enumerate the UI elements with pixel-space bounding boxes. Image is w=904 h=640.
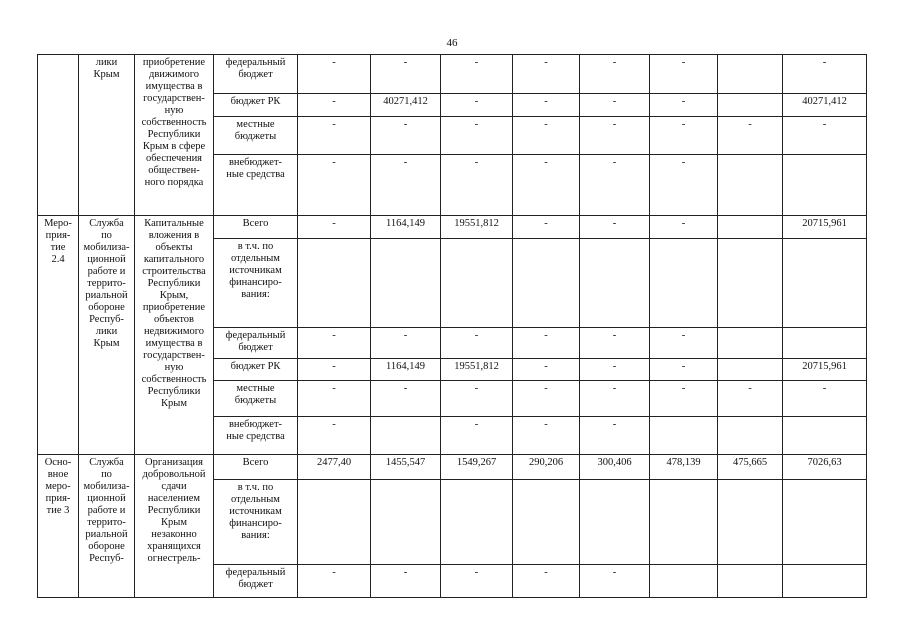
amount-cell: 20715,961 (783, 216, 867, 239)
amount-cell: 40271,412 (371, 94, 441, 117)
amount-cell (371, 417, 441, 455)
funding-source-cell: внебюджет- ные средства (214, 155, 298, 216)
description-cell: Организация добровольной сдачи населением Республики Крым незаконно хранящихся огнестрель- (135, 455, 214, 598)
amount-cell: - (580, 155, 650, 216)
amount-cell (783, 328, 867, 359)
amount-cell: - (513, 381, 580, 417)
amount-cell: - (580, 216, 650, 239)
table-row (38, 55, 867, 94)
funding-source-cell: в т.ч. по отдельным источникам финансиро- вания: (214, 239, 298, 328)
amount-cell (718, 94, 783, 117)
amount-cell (371, 239, 441, 328)
amount-cell (718, 565, 783, 598)
amount-cell: - (441, 417, 513, 455)
amount-cell (783, 239, 867, 328)
amount-cell: - (298, 381, 371, 417)
amount-cell: - (650, 55, 718, 94)
description-cell: Капитальные вложения в объекты капитального строительства Республики Крым, приобретение объектов недвижимого имущества в государствен- ную собственность Республики Крым (135, 216, 214, 455)
funding-source-cell: бюджет РК (214, 94, 298, 117)
amount-cell: - (580, 117, 650, 155)
amount-cell: - (650, 216, 718, 239)
amount-cell: 1164,149 (371, 216, 441, 239)
funding-source-cell: внебюджет- ные средства (214, 417, 298, 455)
amount-cell: - (513, 216, 580, 239)
amount-cell: - (371, 565, 441, 598)
amount-cell: - (441, 328, 513, 359)
amount-cell (650, 565, 718, 598)
amount-cell: - (298, 55, 371, 94)
amount-cell: 1455,547 (371, 455, 441, 480)
amount-cell: - (298, 117, 371, 155)
amount-cell: - (513, 117, 580, 155)
amount-cell (718, 216, 783, 239)
description-cell: приобретение движимого имущества в государствен- ную собственность Республики Крым в сфере обеспечения обществен- ного порядка (135, 55, 214, 216)
amount-cell: - (371, 55, 441, 94)
amount-cell (513, 239, 580, 328)
amount-cell: - (650, 381, 718, 417)
table-row (38, 455, 867, 480)
amount-cell: - (441, 565, 513, 598)
amount-cell: 40271,412 (783, 94, 867, 117)
amount-cell: - (650, 94, 718, 117)
amount-cell: - (580, 381, 650, 417)
amount-cell: - (580, 328, 650, 359)
amount-cell: - (441, 117, 513, 155)
amount-cell: - (650, 328, 718, 359)
amount-cell (513, 480, 580, 565)
amount-cell: - (650, 155, 718, 216)
amount-cell: - (513, 94, 580, 117)
amount-cell: - (298, 359, 371, 381)
funding-source-cell: федеральный бюджет (214, 328, 298, 359)
amount-cell: - (298, 94, 371, 117)
financing-table (37, 54, 867, 598)
amount-cell: - (441, 94, 513, 117)
amount-cell: - (298, 328, 371, 359)
amount-cell: - (441, 55, 513, 94)
amount-cell: - (513, 417, 580, 455)
amount-cell: - (783, 117, 867, 155)
funding-source-cell: Всего (214, 455, 298, 480)
amount-cell: - (371, 381, 441, 417)
amount-cell: 475,665 (718, 455, 783, 480)
amount-cell (783, 480, 867, 565)
amount-cell: 478,139 (650, 455, 718, 480)
amount-cell: - (513, 565, 580, 598)
amount-cell: 290,206 (513, 455, 580, 480)
measure-cell (38, 55, 79, 216)
amount-cell: - (650, 359, 718, 381)
amount-cell: - (298, 565, 371, 598)
funding-source-cell: бюджет РК (214, 359, 298, 381)
amount-cell: - (580, 359, 650, 381)
amount-cell (650, 417, 718, 455)
funding-source-cell: местные бюджеты (214, 381, 298, 417)
amount-cell: - (718, 117, 783, 155)
amount-cell: - (580, 94, 650, 117)
amount-cell: - (650, 117, 718, 155)
amount-cell: 1164,149 (371, 359, 441, 381)
amount-cell: - (441, 381, 513, 417)
table-row (38, 216, 867, 239)
amount-cell (718, 55, 783, 94)
amount-cell: - (513, 155, 580, 216)
amount-cell: - (298, 417, 371, 455)
executor-cell: Служба по мобилиза- ционной работе и террито- риальной обороне Респуб- лики Крым (79, 216, 135, 455)
amount-cell: - (580, 417, 650, 455)
funding-source-cell: местные бюджеты (214, 117, 298, 155)
measure-cell: Осно- вное меро- прия- тие 3 (38, 455, 79, 598)
amount-cell: 1549,267 (441, 455, 513, 480)
amount-cell: - (783, 55, 867, 94)
amount-cell (718, 359, 783, 381)
amount-cell: - (371, 328, 441, 359)
amount-cell (718, 417, 783, 455)
amount-cell: - (371, 155, 441, 216)
amount-cell (718, 328, 783, 359)
amount-cell: 2477,40 (298, 455, 371, 480)
amount-cell (783, 565, 867, 598)
amount-cell (650, 239, 718, 328)
amount-cell: - (371, 117, 441, 155)
amount-cell: 19551,812 (441, 216, 513, 239)
amount-cell: - (580, 55, 650, 94)
amount-cell: 20715,961 (783, 359, 867, 381)
amount-cell (298, 239, 371, 328)
amount-cell: 300,406 (580, 455, 650, 480)
executor-cell: лики Крым (79, 55, 135, 216)
amount-cell: 7026,63 (783, 455, 867, 480)
funding-source-cell: федеральный бюджет (214, 565, 298, 598)
amount-cell (371, 480, 441, 565)
amount-cell: - (513, 359, 580, 381)
page-number: 46 (446, 37, 458, 49)
amount-cell: - (513, 328, 580, 359)
amount-cell (783, 155, 867, 216)
amount-cell (783, 417, 867, 455)
amount-cell: - (441, 155, 513, 216)
amount-cell (718, 239, 783, 328)
funding-source-cell: в т.ч. по отдельным источникам финансиро- вания: (214, 480, 298, 565)
amount-cell (580, 480, 650, 565)
measure-cell: Меро- прия- тие 2.4 (38, 216, 79, 455)
amount-cell (298, 480, 371, 565)
amount-cell: - (298, 216, 371, 239)
amount-cell (580, 239, 650, 328)
amount-cell: - (580, 565, 650, 598)
amount-cell (441, 239, 513, 328)
amount-cell: - (783, 381, 867, 417)
amount-cell (650, 480, 718, 565)
amount-cell: 19551,812 (441, 359, 513, 381)
amount-cell: - (718, 381, 783, 417)
amount-cell (441, 480, 513, 565)
amount-cell (718, 155, 783, 216)
funding-source-cell: федеральный бюджет (214, 55, 298, 94)
amount-cell (718, 480, 783, 565)
amount-cell: - (513, 55, 580, 94)
funding-source-cell: Всего (214, 216, 298, 239)
amount-cell: - (298, 155, 371, 216)
executor-cell: Служба по мобилиза- ционной работе и террито- риальной обороне Респуб- (79, 455, 135, 598)
